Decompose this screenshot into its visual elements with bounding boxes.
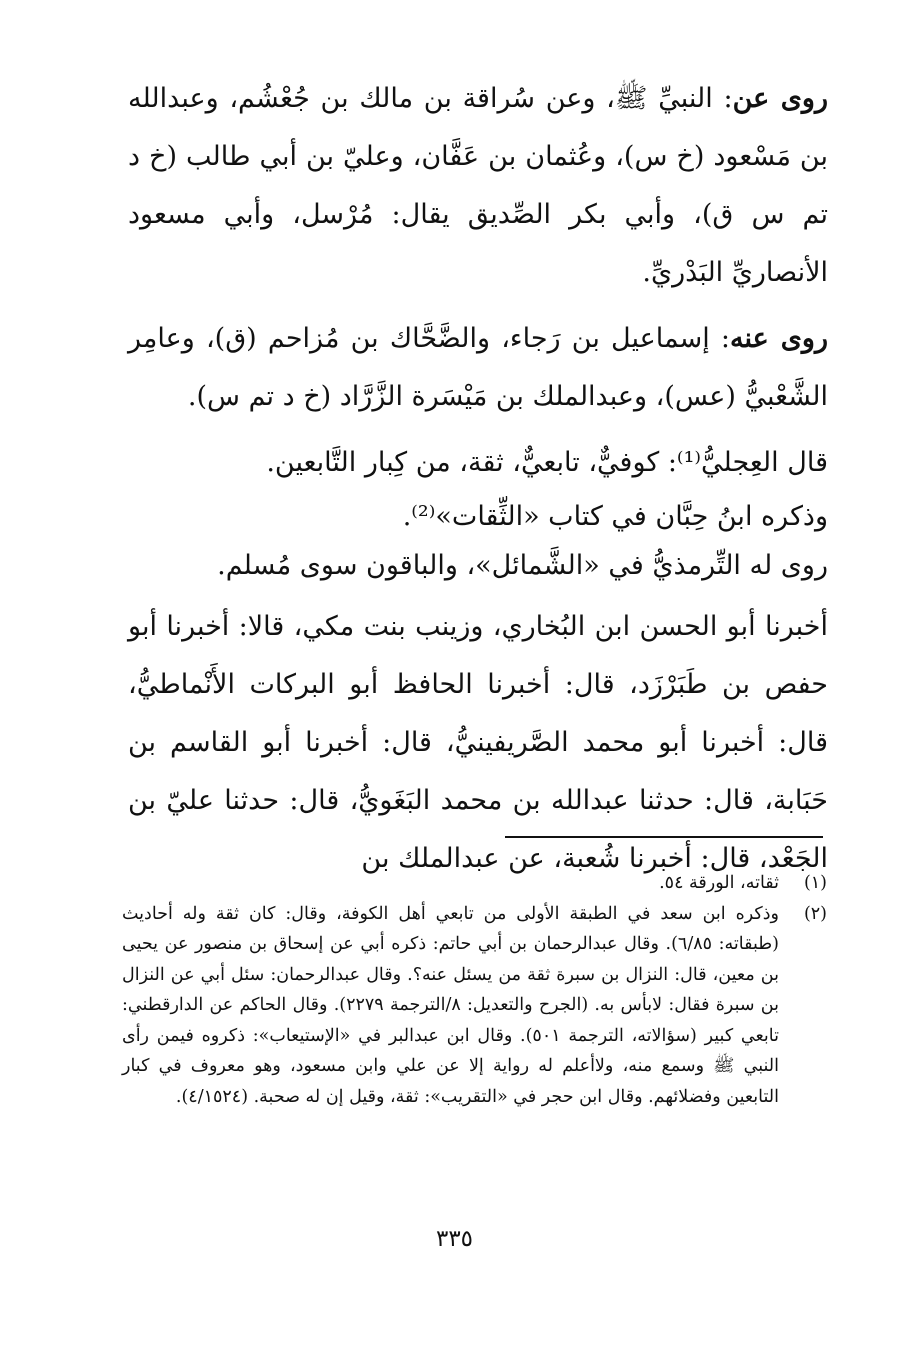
isnad-paragraph: أخبرنا أبو الحسن ابن البُخاري، وزينب بنت مكي، قالا: أخبرنا أبو حفص بن طَبَرْزَد، قال: أخبرنا الحافظ أبو البركات الأَنْماطيُّ، قال: أخبرنا أبو محمد الصَّريفينيُّ، قال: أخبرنا أبو القاسم بن حَبَابة، قال: حدثنا عبدالله بن محمد البَغَويُّ، قال: حدثنا عليّ بن الجَعْد، قال: أخبرنا شُعبة، عن عبدالملك بن — [128, 611, 828, 874]
footnote-separator — [505, 836, 823, 838]
ibn-hibban-statement: وذكره ابنُ حِبَّان في كتاب «الثِّقات»⁽²⁾. — [402, 501, 828, 532]
narrated-by-text: : إسماعيل بن رَجاء، والضَّحَّاك بن مُزاحم (ق)، وعامِر الشَّعْبيُّ (عس)، وعبدالملك بن مَيْسَرة الزَّرَّاد (خ د تم س). — [128, 323, 828, 412]
narrated-from-paragraph — [128, 70, 828, 302]
narrated-by-label: روى عنه — [730, 323, 828, 354]
page-number: ٣٣٥ — [435, 1226, 474, 1252]
narrated-by-paragraph — [128, 310, 828, 426]
main-text — [128, 70, 828, 888]
ijli-statement: قال العِجليُّ⁽¹⁾: كوفيٌّ، تابعيٌّ، ثقة، من كِبار التَّابعين. — [266, 447, 828, 478]
footnotes — [122, 868, 827, 1112]
narrated-from-text: : النبيِّ ﷺ، وعن سُراقة بن مالك بن جُعْشُم، وعبدالله بن مَسْعود (خ س)، وعُثمان بن عَفَّان، وعليّ بن أبي طالب (خ د تم س ق)، وأبي بكر الصِّديق يقال: مُرْسل، وأبي مسعود الأنصاريِّ البَدْريِّ. — [128, 83, 828, 288]
narrated-from-label: روى عن — [732, 83, 828, 114]
footnote-text: وذكره ابن سعد في الطبقة الأولى من تابعي أهل الكوفة، وقال: كان ثقة وله أحاديث (طبقاته: ٦/٨٥). وقال عبدالرحمان بن أبي حاتم: ذكره أبي عن إسحاق بن منصور عن يحيى بن معين، قال: النزال بن سبرة ثقة من يسئل عنه؟. وقال عبدالرحمان: سئل أبي عن النزال بن سبرة فقال: لابأس به. (الجرح والتعديل: ٨/الترجمة ٢٢٧٩). وقال الحاكم عن الدارقطني: تابعي كبير (سؤالاته، الترجمة ٥٠١). وقال ابن عبدالبر في «الإستيعاب»: ذكروه فيمن رأى النبي ﷺ وسمع منه، ولاأعلم له رواية إلا عن علي وابن مسعود، وهو معروف في كبار التابعين وفضلائهم. وقال ابن حجر في «التقريب»: ثقة، وقيل إن له صحبة. (٤/١٥٢٤). — [122, 903, 780, 1107]
tirmidhi-statement: روى له التِّرمذيُّ في «الشَّمائل»، والباقون سوى مُسلم. — [217, 550, 828, 581]
footnote-number: (١) — [803, 873, 827, 893]
footnote-item — [122, 899, 827, 1113]
footnote-number: (٢) — [803, 903, 827, 924]
footnote-text: ثقاته، الورقة ٥٤. — [659, 873, 779, 893]
footnote-item — [122, 868, 827, 899]
